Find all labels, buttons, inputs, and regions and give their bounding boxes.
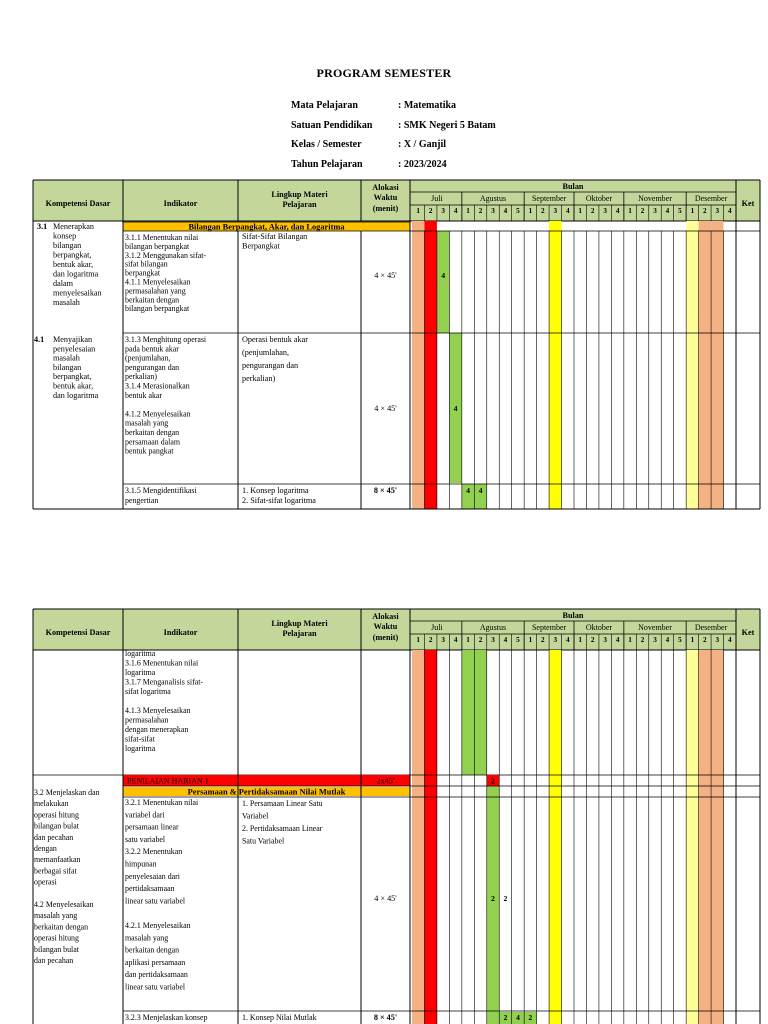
kd-text: Menerapkan [53,222,94,231]
indikator-text: pengurangan dan [125,362,180,372]
kd-text: menyelesaikan [53,288,102,298]
header-week-number: 3 [553,207,558,215]
indikator-text: pada bentuk akar [125,344,179,354]
meta-label: Satuan Pendidikan [291,119,373,131]
section-title: Persamaan & Pertidaksamaan Nilai Mutlak [187,787,346,797]
header-month: September [531,194,567,203]
header-alokasi: Alokasi [372,612,399,621]
header-week-number: 5 [516,636,520,644]
kd-text: berkaitan dengan [34,922,89,932]
header-week-number: 4 [453,636,458,644]
indikator-text: variabel dari [125,810,165,820]
header-week-number: 4 [453,207,458,215]
week-value: 4 [441,271,446,280]
materi-text: Berpangkat [242,241,280,251]
header-week-number: 5 [516,207,520,215]
kd-text: 4.2 Menyelesaikan [34,900,94,909]
indikator-text: dengan menerapkan [125,725,189,734]
meta-value: : 2023/2024 [398,158,447,170]
header-week-number: 3 [553,636,558,644]
meta-label: Kelas / Semester [291,139,362,150]
meta-label: Tahun Pelajaran [291,158,363,170]
kd-text: berpangkat, [53,372,92,382]
indikator-text: pengertian [125,496,159,505]
header-indikator: Indikator [163,628,198,637]
header-week-number: 4 [665,207,670,215]
indikator-text: 3.1.2 Menggunakan sifat- [125,250,207,260]
header-month: Agustus [479,623,507,632]
header-alokasi: Waktu [373,622,398,631]
indikator-text: penyelesaian dari [125,871,180,881]
kd-text: operasi hitung [34,933,79,943]
header-alokasi: (menit) [372,204,399,213]
week-column-fill [412,221,424,509]
alokasi-text: 4 × 45' [374,894,397,903]
header-month: Agustus [479,194,507,203]
header-week-number: 2 [640,636,645,644]
meta-value: : SMK Negeri 5 Batam [398,119,496,131]
week-value: 2 [503,1013,508,1022]
indikator-text: masalah yang [125,418,169,428]
indikator-text: 3.1.4 Merasionalkan [125,381,190,391]
header-week-number: 3 [441,636,445,644]
header-week-number: 4 [565,207,570,215]
header-week-number: 2 [541,207,545,215]
header-week-number: 2 [428,636,433,644]
kd-text: dan pecahan [34,956,74,965]
materi-text: 1. Persamaan Linear Satu [242,799,323,808]
materi-text: 2. Sifat-sifat logaritma [242,496,316,505]
kd-number: 3.1 [37,222,48,231]
header-week-number: 1 [628,207,632,215]
header-week-number: 3 [653,636,657,644]
week-value: 2 [491,894,495,903]
materi-text: pengurangan dan [242,361,299,370]
indikator-text: 3.2.3 Menjelaskan konsep [125,1013,208,1022]
header-lingkup: Lingkup Materi [271,190,328,199]
header-week-number: 1 [466,207,470,215]
week-column-fill [686,221,698,509]
indikator-text: permasalahan [125,715,169,725]
header-week-number: 5 [678,636,682,644]
header-month: September [531,623,567,632]
header-month: Desember [694,623,728,632]
header-week-number: 2 [590,636,595,644]
indikator-text: 3.1.3 Menghitung operasi [125,335,207,344]
assessment-alokasi: 2x45' [376,776,395,786]
indikator-text: berkaitan dengan [125,945,180,955]
week-value: 4 [466,486,471,495]
kd-text: memanfaatkan [34,855,81,865]
indikator-text: 3.1.5 Mengidentifikasi [125,486,197,495]
week-column-fill [424,221,436,509]
header-week-number: 3 [715,207,720,215]
kd-text: berbagai sifat [34,866,77,876]
kd-text: bilangan [53,362,82,372]
week-value: 4 [478,486,483,495]
header-week-number: 3 [491,207,495,215]
header-week-number: 3 [715,636,720,644]
indikator-text: logaritma [125,668,156,677]
indikator-text: masalah yang [125,933,169,943]
kd-text: operasi [34,877,57,887]
kd-text: dengan [34,844,57,853]
week-column-fill [686,650,698,1024]
kd-text: bilangan bulat [34,821,79,831]
header-week-number: 2 [640,207,645,215]
header-month: Oktober [585,623,613,632]
header-week-number: 4 [615,636,620,644]
header-week-number: 1 [690,207,695,215]
alokasi-text: 8 × 45' [373,486,398,495]
kd-number: 4.1 [34,335,45,344]
indikator-text: berpangkat [125,268,161,278]
header-month: Juli [431,623,443,632]
header-week-number: 3 [603,636,607,644]
kd-text: operasi hitung [34,810,79,820]
header-alokasi: Alokasi [372,183,399,192]
header-month: November [638,623,672,632]
meta-value: : X / Ganjil [398,139,447,150]
week-column-fill [711,650,723,1024]
indikator-text: berkaitan dengan [125,295,180,305]
header-month: Juli [431,194,443,203]
week-value: 2 [503,894,508,903]
kd-text: bilangan [53,241,82,250]
alokasi-text: 4 × 45' [374,404,397,413]
kd-text: melakukan [34,799,69,809]
indikator-text: sifat logaritma [125,687,171,696]
header-kd: Kompetensi Dasar [45,628,111,637]
week-column-fill [424,650,436,1024]
indikator-text: 3.1.1 Menentukan nilai [125,233,199,242]
week-column-fill [412,650,424,1024]
indikator-text: berkaitan dengan [125,428,180,437]
materi-text: Sifat-Sifat Bilangan [242,232,308,241]
header-month: Oktober [585,194,613,203]
header-week-number: 1 [416,636,421,644]
materi-text: perkalian) [242,374,276,383]
indikator-text: 3.2.1 Menentukan nilai [125,798,199,807]
kd-text: dan logaritma [53,390,99,400]
indikator-text: bentuk akar [125,390,163,400]
materi-text: 1. Konsep Nilai Mutlak [242,1013,317,1022]
kd-text: dalam [53,279,74,288]
materi-text: 2. Pertidaksamaan Linear [242,824,323,833]
materi-text: Satu Variabel [242,836,285,846]
indikator-text: pertidaksamaan [125,884,175,894]
indikator-text: 4.1.3 Menyelesaikan [125,706,191,715]
indikator-text: persamaan dalam [125,437,180,447]
indikator-text: linear satu variabel [125,982,186,992]
kd-text: 3.2 Menjelaskan dan [34,788,100,797]
week-value: 2 [491,776,495,786]
section-title: Bilangan Berpangkat, Akar, dan Logaritma [188,222,345,232]
kd-text: Menyajikan [53,335,93,344]
indikator-text: persamaan linear [125,822,179,832]
kd-text: masalah [53,298,80,307]
header-lingkup: Pelajaran [282,629,317,638]
week-value: 4 [515,1013,520,1022]
header-week-number: 1 [690,636,695,644]
activity-bar [487,786,499,1024]
header-week-number: 1 [528,636,533,644]
page-title: PROGRAM SEMESTER [316,66,452,80]
indikator-text: dan pertidaksamaan [125,970,188,980]
assessment-label: PENILAIAN HARIAN 1 [127,776,209,786]
indikator-text: 3.1.6 Menentukan nilai [125,658,199,668]
kd-text: masalah yang [34,911,78,921]
week-value: 4 [453,404,458,413]
week-value: 2 [528,1013,533,1022]
indikator-text: logaritma [125,649,156,658]
indikator-text: 3.2.2 Menentukan [125,847,183,857]
header-week-number: 2 [428,207,433,215]
indikator-text: satu variabel [125,834,166,844]
header-week-number: 3 [441,207,445,215]
indikator-text: sifat bilangan [125,259,168,269]
alokasi-text: 4 × 45' [374,271,397,280]
kd-text: dan pecahan [34,832,74,842]
kd-text: bentuk akar, [53,260,94,269]
header-week-number: 4 [503,636,508,644]
kd-text: berpangkat, [53,250,92,260]
indikator-text: (penjumlahan, [125,353,171,363]
kd-text: penyelesaian [53,344,96,354]
indikator-text: bentuk pangkat [125,446,174,456]
header-month: Desember [694,194,728,203]
indikator-text: 4.2.1 Menyelesaikan [125,921,191,930]
header-lingkup: Lingkup Materi [271,619,328,628]
week-column-fill [549,650,561,1024]
header-week-number: 2 [703,636,707,644]
indikator-text: bilangan berpangkat [125,304,190,314]
header-week-number: 2 [590,207,595,215]
kd-text: bilangan bulat [34,944,79,954]
indikator-text: 3.1.7 Menganalisis sifat- [125,677,204,687]
header-week-number: 2 [478,636,483,644]
header-week-number: 4 [727,207,732,215]
indikator-text: aplikasi persamaan [125,957,186,967]
header-kd: Kompetensi Dasar [45,199,111,208]
header-week-number: 4 [615,207,620,215]
kd-text: masalah [53,353,80,363]
header-ket: Ket [741,199,755,208]
header-week-number: 1 [416,207,421,215]
header-week-number: 2 [703,207,707,215]
header-alokasi: (menit) [372,633,399,642]
indikator-text: bilangan berpangkat [125,241,190,251]
header-bulan: Bulan [562,611,584,620]
header-week-number: 4 [665,636,670,644]
kd-text: bentuk akar, [53,381,94,391]
header-week-number: 5 [678,207,682,215]
indikator-text: permasalahan yang [125,286,186,296]
indikator-text: 4.1.1 Menyelesaikan [125,277,191,287]
header-indikator: Indikator [163,199,198,208]
header-week-number: 3 [491,636,495,644]
header-alokasi: Waktu [373,193,398,202]
header-week-number: 1 [528,207,533,215]
indikator-text: linear satu variabel [125,896,186,906]
materi-text: Operasi bentuk akar [242,335,308,344]
activity-bar [437,231,449,333]
header-lingkup: Pelajaran [282,200,317,209]
header-bulan: Bulan [562,182,584,191]
week-column-fill [699,221,711,509]
indikator-text: 4.1.2 Menyelesaikan [125,409,191,419]
kd-text: dan logaritma [53,269,99,279]
header-week-number: 4 [727,636,732,644]
week-column-fill [699,650,711,1024]
header-week-number: 1 [466,636,470,644]
indikator-text: sifat-sifat [125,734,155,744]
week-column-fill [549,221,561,509]
week-column-fill [711,221,723,509]
header-week-number: 1 [628,636,632,644]
header-week-number: 3 [653,207,657,215]
header-week-number: 1 [578,636,583,644]
header-week-number: 2 [541,636,545,644]
materi-text: (penjumlahan, [242,348,290,357]
indikator-text: himpunan [125,859,157,869]
materi-text: 1. Konsep logaritma [242,486,309,495]
header-week-number: 3 [603,207,607,215]
header-week-number: 4 [565,636,570,644]
header-week-number: 4 [503,207,508,215]
kd-text: konsep [53,231,77,241]
header-week-number: 1 [578,207,583,215]
indikator-text: logaritma [125,744,156,753]
indikator-text: perkalian) [125,372,157,382]
alokasi-text: 8 × 45' [373,1013,398,1022]
header-month: November [638,194,672,203]
meta-value: : Matematika [398,100,457,111]
header-week-number: 2 [478,207,483,215]
materi-text: Variabel [242,811,269,821]
meta-label: Mata Pelajaran [291,100,358,111]
header-ket: Ket [741,628,755,637]
